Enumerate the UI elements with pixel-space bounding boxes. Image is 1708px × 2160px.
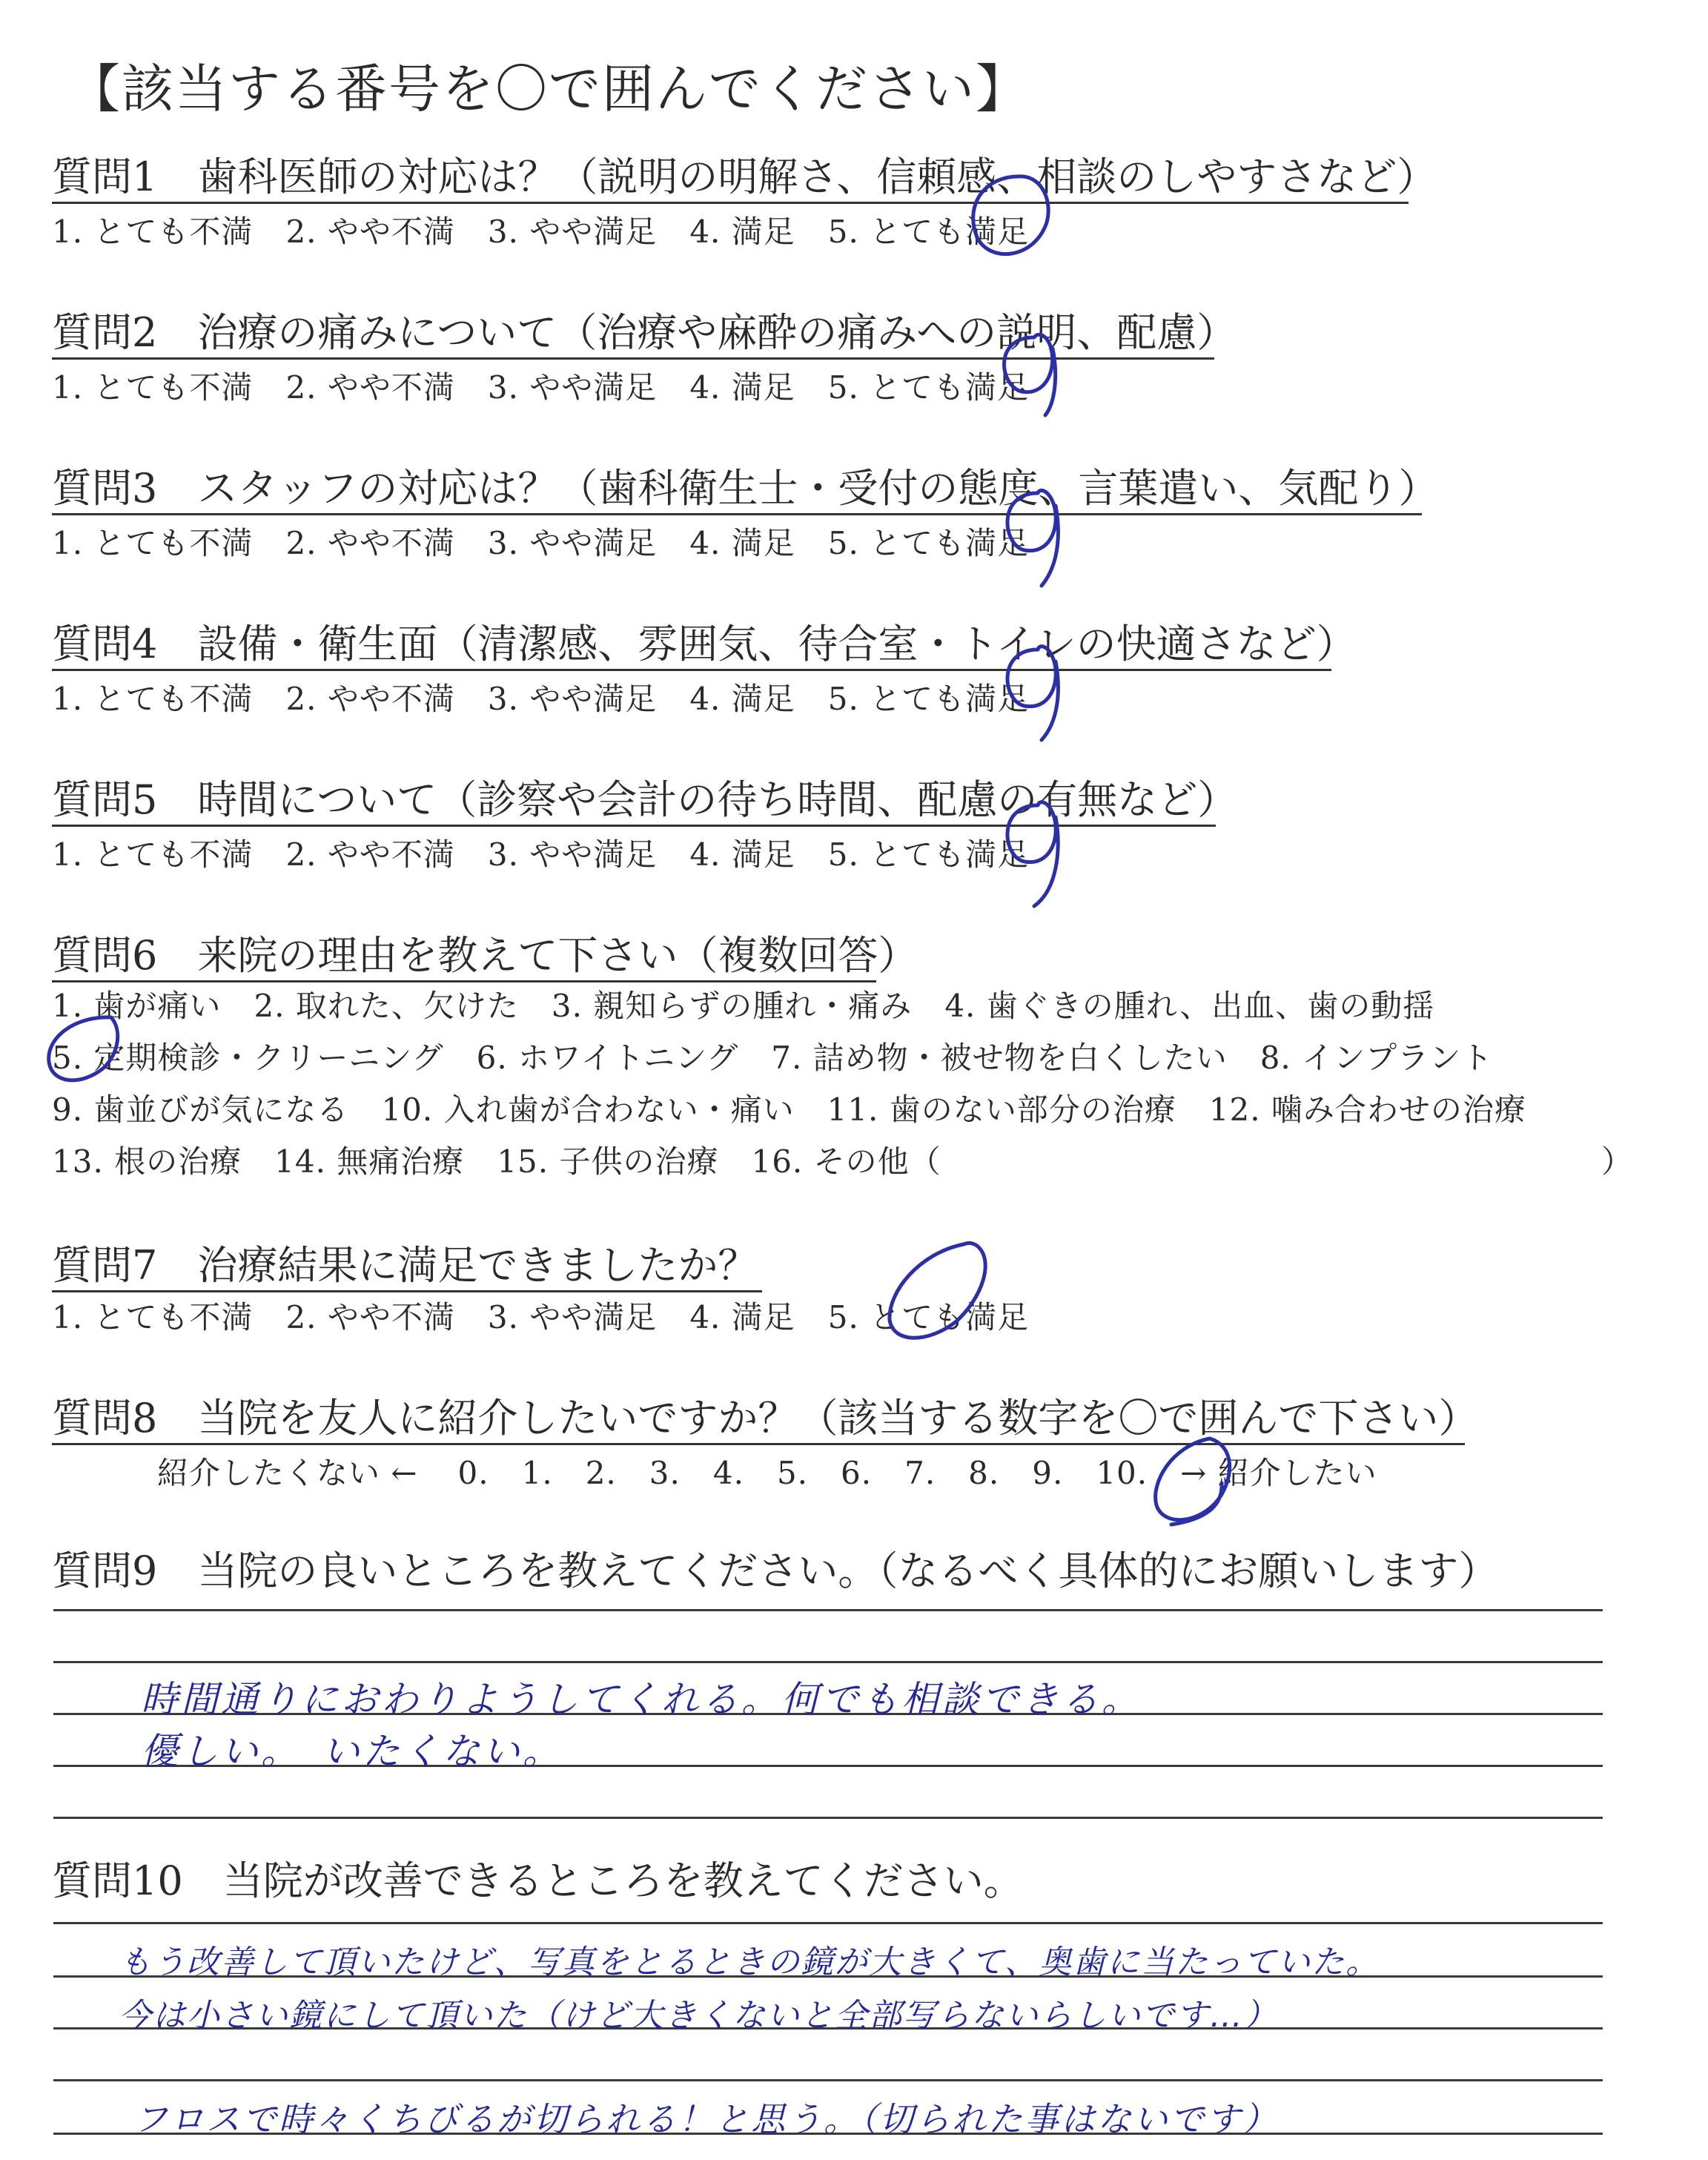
option[interactable]: 4. 満足	[689, 836, 795, 873]
option[interactable]: 1. とても不満	[52, 214, 254, 250]
answer-line	[53, 1609, 1603, 1611]
scale-option[interactable]: 1.	[521, 1455, 553, 1491]
option[interactable]: 1. とても不満	[52, 681, 254, 717]
q10-answer-line-3: フロスで時々くちびるが切られる！と思う。（切られた事はないです）	[133, 2099, 1279, 2139]
option[interactable]: 3. やや満足	[487, 1299, 658, 1335]
answer-line	[53, 2079, 1603, 2081]
option[interactable]: 2. やや不満	[285, 525, 455, 561]
option[interactable]: 4. 満足	[689, 681, 795, 717]
scale-option[interactable]: 5.	[776, 1455, 809, 1491]
option[interactable]: 3. やや満足	[487, 681, 658, 717]
option[interactable]: 2. やや不満	[285, 369, 455, 406]
scale-option[interactable]: 6.	[841, 1455, 873, 1491]
option[interactable]: 10. 入れ歯が合わない・痛い	[381, 1091, 795, 1128]
option[interactable]: 5. とても満足	[827, 681, 1030, 717]
scale-option[interactable]: 7.	[904, 1455, 936, 1491]
question-1-label: 質問1 歯科医師の対応は？（説明の明解さ、信頼感、相談のしやすさなど）	[52, 153, 1437, 200]
scale-option[interactable]: 4.	[712, 1455, 744, 1491]
option[interactable]: 5. とても満足	[827, 369, 1030, 406]
option[interactable]: 1. とても不満	[52, 1299, 254, 1335]
option[interactable]: 1. とても不満	[52, 836, 254, 873]
scale-right-label: → 紹介したい	[1180, 1455, 1377, 1491]
option[interactable]: 5. とても満足	[827, 214, 1030, 250]
option[interactable]: 4. 満足	[689, 214, 795, 250]
option[interactable]: 12. 噛み合わせの治療	[1208, 1091, 1526, 1128]
option[interactable]: 3. やや満足	[487, 214, 658, 250]
answer-line	[53, 1922, 1603, 1924]
option[interactable]: 2. やや不満	[285, 836, 455, 873]
option[interactable]: 2. やや不満	[285, 214, 455, 250]
option[interactable]: 9. 歯並びが気になる	[52, 1091, 349, 1128]
question-6-options-row-1[interactable]	[52, 988, 1435, 1024]
q9-answer-line-2: 優しい。 いたくない。	[141, 1730, 563, 1773]
option[interactable]: 5. とても満足	[827, 836, 1030, 873]
answer-line	[53, 1817, 1603, 1819]
scale-option[interactable]: 3.	[649, 1455, 681, 1491]
option[interactable]: 4. 満足	[689, 525, 795, 561]
q10-answer-line-2: 今は小さい鏡にして頂いた（けど大きくないと全部写らないらしいです…）	[119, 1997, 1278, 2035]
page-title: 【該当する番号を〇で囲んでください】	[68, 59, 1029, 119]
question-6-label: 質問6 来院の理由を教えて下さい（複数回答）	[52, 932, 918, 979]
option[interactable]: 7. 詰め物・被せ物を白くしたい	[771, 1040, 1228, 1076]
option[interactable]: 2. やや不満	[285, 1299, 455, 1335]
option[interactable]: 2. 取れた、欠けた	[254, 988, 519, 1024]
option[interactable]: 4. 満足	[689, 369, 795, 406]
question-4-underline	[52, 669, 1331, 671]
option[interactable]: 6. ホワイトニング	[476, 1040, 739, 1076]
other-close-paren: ）	[1601, 1143, 1634, 1180]
question-4-label: 質問4 設備・衛生面（清潔感、雰囲気、待合室・トイレの快適さなど）	[52, 621, 1357, 667]
option[interactable]: 14. 無痛治療	[274, 1143, 465, 1180]
option[interactable]: 4. 満足	[689, 1299, 795, 1335]
question-5-options[interactable]	[52, 836, 1030, 873]
option[interactable]: 1. とても不満	[52, 525, 254, 561]
question-4-options[interactable]	[52, 681, 1030, 717]
scale-left-label: 紹介したくない ←	[157, 1455, 418, 1491]
answer-line	[53, 1661, 1603, 1663]
question-3-options[interactable]	[52, 525, 1030, 561]
question-5-label: 質問5 時間について（診察や会計の待ち時間、配慮の有無など）	[52, 776, 1238, 823]
option[interactable]: 3. やや満足	[487, 369, 658, 406]
question-2-underline	[52, 357, 1214, 360]
option[interactable]: 1. とても不満	[52, 369, 254, 406]
q10-answer-line-1: もう改善して頂いたけど、写真をとるときの鏡が大きくて、奥歯に当たっていた。	[119, 1943, 1380, 1981]
option[interactable]: 5. とても満足	[827, 525, 1030, 561]
scale-option[interactable]: 2.	[585, 1455, 617, 1491]
option[interactable]: 1. 歯が痛い	[52, 988, 222, 1024]
option[interactable]: 4. 歯ぐきの腫れ、出血、歯の動揺	[944, 988, 1435, 1024]
option[interactable]: 11. 歯のない部分の治療	[827, 1091, 1176, 1128]
question-2-label: 質問2 治療の痛みについて（治療や麻酔の痛みへの説明、配慮）	[52, 309, 1237, 356]
question-1-options[interactable]	[52, 214, 1030, 250]
question-5-underline	[52, 825, 1216, 827]
question-2-options[interactable]	[52, 369, 1030, 406]
question-10-label: 質問10 当院が改善できるところを教えてください。	[52, 1857, 1024, 1904]
option[interactable]: 3. やや満足	[487, 525, 658, 561]
question-6-options-row-4[interactable]	[52, 1143, 941, 1180]
option[interactable]: 5. 定期検診・クリーニング	[52, 1040, 444, 1076]
question-8-underline	[52, 1443, 1465, 1445]
question-3-underline	[52, 513, 1422, 515]
scale-option[interactable]: 9.	[1032, 1455, 1064, 1491]
question-6-underline	[52, 980, 876, 982]
scale-option[interactable]: 0.	[457, 1455, 489, 1491]
option[interactable]: 8. インプラント	[1260, 1040, 1494, 1076]
option[interactable]: 2. やや不満	[285, 681, 455, 717]
question-7-label: 質問7 治療結果に満足できましたか？	[52, 1242, 758, 1289]
question-8-label: 質問8 当院を友人に紹介したいですか？（該当する数字を〇で囲んで下さい）	[52, 1395, 1479, 1441]
question-6-options-row-3[interactable]	[52, 1091, 1526, 1128]
scale-option[interactable]: 8.	[968, 1455, 1000, 1491]
q9-answer-line-1: 時間通りにおわりようしてくれる。何でも相談できる。	[141, 1678, 1142, 1721]
option[interactable]: 3. 親知らずの腫れ・痛み	[551, 988, 913, 1024]
option[interactable]: 13. 根の治療	[52, 1143, 242, 1180]
question-3-label: 質問3 スタッフの対応は？（歯科衛生士・受付の態度、言葉遣い、気配り）	[52, 465, 1439, 512]
question-9-label: 質問9 当院の良いところを教えてください。（なるべく具体的にお願いします）	[52, 1548, 1499, 1594]
option[interactable]: 15. 子供の治療	[497, 1143, 719, 1180]
question-7-options[interactable]	[52, 1299, 1030, 1335]
referral-scale[interactable]	[157, 1455, 1377, 1491]
option[interactable]: 5. とても満足	[827, 1299, 1030, 1335]
question-1-underline	[52, 202, 1409, 204]
question-6-options-row-2[interactable]	[52, 1040, 1494, 1076]
scale-option[interactable]: 10.	[1096, 1455, 1148, 1491]
option[interactable]: 3. やや満足	[487, 836, 658, 873]
question-7-underline	[52, 1290, 762, 1292]
option[interactable]: 16. その他（	[751, 1143, 941, 1180]
